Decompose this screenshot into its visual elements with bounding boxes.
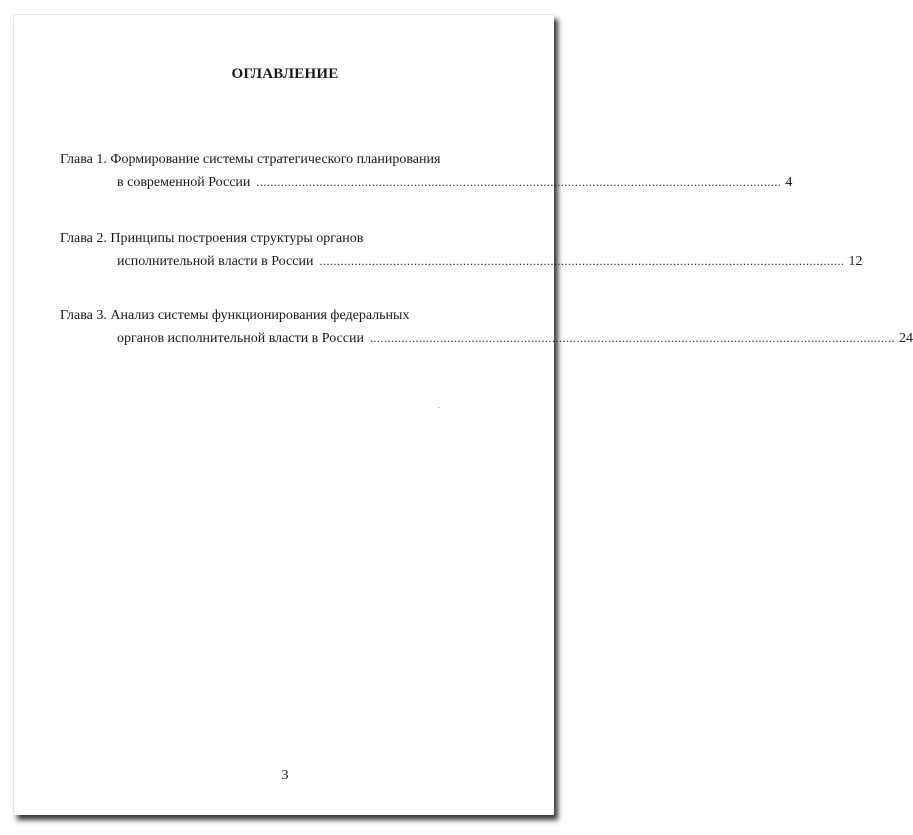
chapter-page-number: 4	[785, 175, 793, 190]
toc-entry-chapter-3[interactable]	[60, 305, 913, 350]
chapter-title-line1: Анализ системы функционирования федеральных	[110, 308, 410, 323]
chapter-title-line1: Принципы построения структуры органов	[110, 231, 364, 246]
chapter-title-line2: исполнительной власти в России	[117, 254, 314, 269]
chapter-title-line2: органов исполнительной власти в России	[117, 331, 364, 346]
toc-entry-chapter-1[interactable]	[60, 149, 793, 194]
chapter-title-line1: Формирование системы стратегического планирования	[110, 152, 441, 167]
page-number: 3	[281, 768, 289, 783]
chapter-page-number: 12	[848, 254, 863, 269]
toc-entry-chapter-2[interactable]	[60, 228, 863, 273]
chapter-label: Глава 1.	[60, 152, 107, 167]
document-page	[13, 14, 554, 815]
chapter-label: Глава 2.	[60, 231, 107, 246]
dot-leader: ......................................................................................................................................................	[256, 175, 782, 189]
toc-title: ОГЛАВЛЕНИЕ	[231, 66, 339, 82]
chapter-title-line2: в современной России	[117, 175, 251, 190]
chapter-label: Глава 3.	[60, 308, 107, 323]
paper-speck	[438, 407, 440, 408]
dot-leader: ......................................................................................................................................................	[319, 254, 845, 268]
chapter-page-number: 24	[899, 331, 913, 346]
dot-leader: ......................................................................................................................................................	[370, 331, 895, 345]
